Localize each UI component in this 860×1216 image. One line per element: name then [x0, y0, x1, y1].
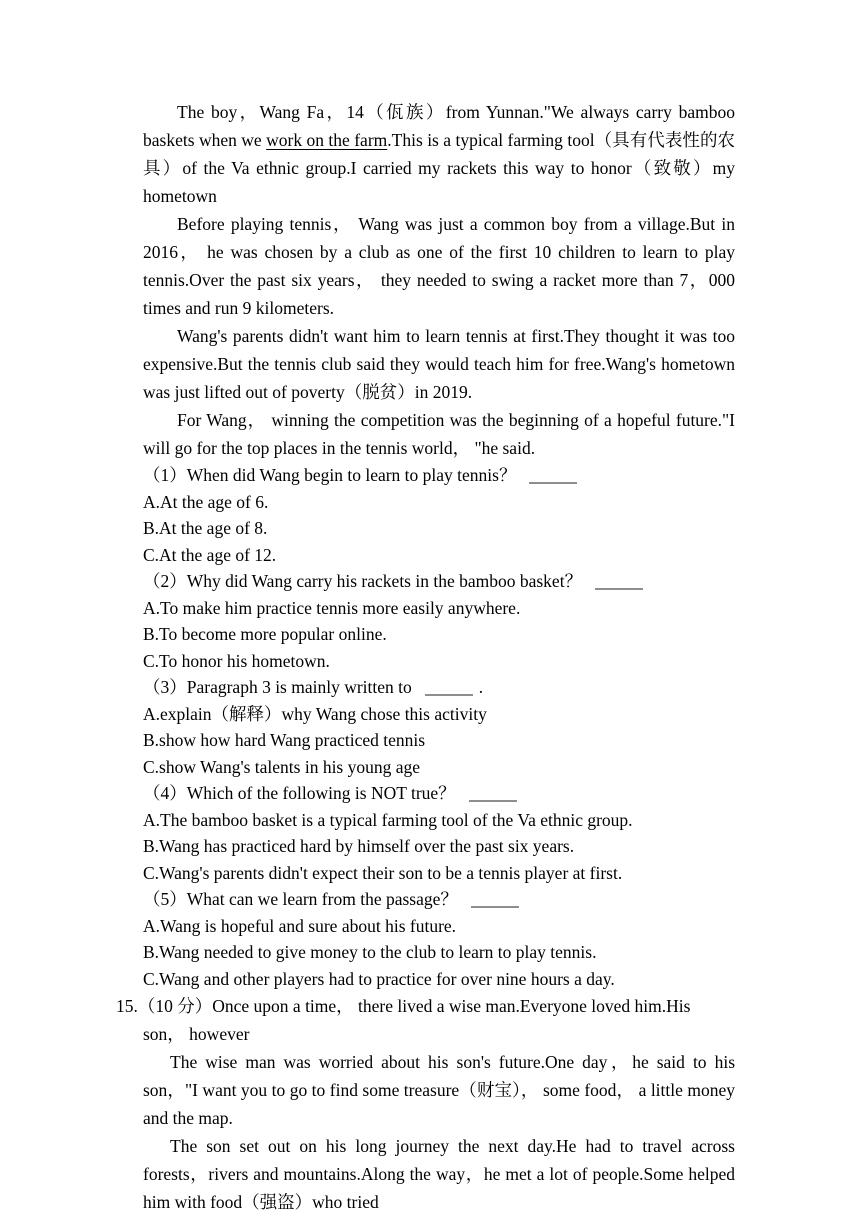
- answer-blank: [469, 790, 517, 802]
- question-3: [143, 674, 735, 701]
- reading-passage: [143, 98, 735, 462]
- question-3-option-c: C.show Wang's talents in his young age: [143, 756, 421, 777]
- question-4-option-a: A.The bamboo basket is a typical farming tool of the Va ethnic group.: [143, 809, 633, 830]
- question-3-option-b: B.show how hard Wang practiced tennis: [143, 730, 426, 750]
- question-1-option-a: A.At the age of 6.: [143, 491, 269, 512]
- passage-paragraph-1-text-after: .This is a typical farming tool（具有代表性的农具）of the Va ethnic group.I carried my rackets this way to honor（致敬）my hometown: [143, 130, 735, 206]
- question-1-option-c: C.At the age of 12.: [143, 544, 277, 565]
- question-2-option-b: B.To become more popular online.: [143, 624, 387, 644]
- question-3-suffix: .: [478, 677, 484, 697]
- question-15-intro-text: （10 分）Once upon a time， there lived a wise man.Everyone loved him.His son， however: [137, 996, 691, 1044]
- question-4-text: （4）Which of the following is NOT true？: [143, 783, 456, 803]
- answer-blank: [529, 472, 577, 484]
- answer-blank: [595, 578, 643, 590]
- question-3-text: （3）Paragraph 3 is mainly written to: [143, 677, 412, 697]
- question-5-option-b: B.Wang needed to give money to the club to learn to play tennis.: [143, 942, 597, 962]
- answer-blank: [471, 896, 519, 908]
- question-4-option-b: B.Wang has practiced hard by himself over the past six years.: [143, 836, 575, 856]
- question-15-paragraph-2: The son set out on his long journey the next day.He had to travel across forests，rivers and mountains.Along the way，he met a lot of people.Some helped him with food（强盗）who tried: [143, 1136, 735, 1212]
- question-4: [143, 780, 735, 807]
- question-15-item: [116, 992, 735, 1216]
- passage-paragraph-1-text-before: The boy，Wang Fa，14（佤族）from Yunnan."We always carry bamboo baskets when we: [143, 102, 735, 150]
- question-2-option-a: A.To make him practice tennis more easily anywhere.: [143, 597, 521, 618]
- question-1-option-b: B.At the age of 8.: [143, 518, 268, 538]
- question-3-option-a: A.explain（解释）why Wang chose this activity: [143, 703, 487, 724]
- passage-paragraph-1: [143, 98, 735, 210]
- passage-paragraph-2: Before playing tennis， Wang was just a common boy from a village.But in 2016， he was chosen by a club as one of the first 10 children to learn to play tennis.Over the past six years， they needed to swing a racket more than 7，000 times and run 9 kilometers.: [143, 214, 735, 318]
- question-5-option-c: C.Wang and other players had to practice for over nine hours a day.: [143, 968, 615, 989]
- passage-paragraph-4: For Wang， winning the competition was the beginning of a hopeful future."I will go for the top places in the tennis world， "he said.: [143, 410, 735, 458]
- question-5: [143, 886, 735, 913]
- page-content: [116, 98, 735, 1216]
- question-1-text: （1）When did Wang begin to learn to play tennis？: [143, 465, 517, 485]
- question-15-intro-line: [116, 992, 735, 1048]
- passage-paragraph-3: Wang's parents didn't want him to learn tennis at first.They thought it was too expensive.But the tennis club said they would teach him for free.Wang's hometown was just lifted out of poverty（脱贫）in 2019.: [143, 326, 735, 402]
- question-5-text: （5）What can we learn from the passage？: [143, 889, 458, 909]
- question-list: [143, 462, 735, 992]
- question-2: [143, 568, 735, 595]
- question-15-paragraph-1: The wise man was worried about his son's future.One day，he said to his son，"I want you to go to find some treasure（财宝）， some food， a little money and the map.: [143, 1052, 735, 1128]
- answer-blank: [425, 684, 473, 696]
- question-2-text: （2）Why did Wang carry his rackets in the bamboo basket？: [143, 571, 583, 591]
- question-5-option-a: A.Wang is hopeful and sure about his future.: [143, 915, 457, 936]
- question-2-option-c: C.To honor his hometown.: [143, 650, 330, 671]
- question-15-number: 15.: [116, 996, 138, 1016]
- underlined-phrase: work on the farm: [266, 130, 388, 150]
- question-4-option-c: C.Wang's parents didn't expect their son to be a tennis player at first.: [143, 862, 623, 883]
- question-1: [143, 462, 735, 489]
